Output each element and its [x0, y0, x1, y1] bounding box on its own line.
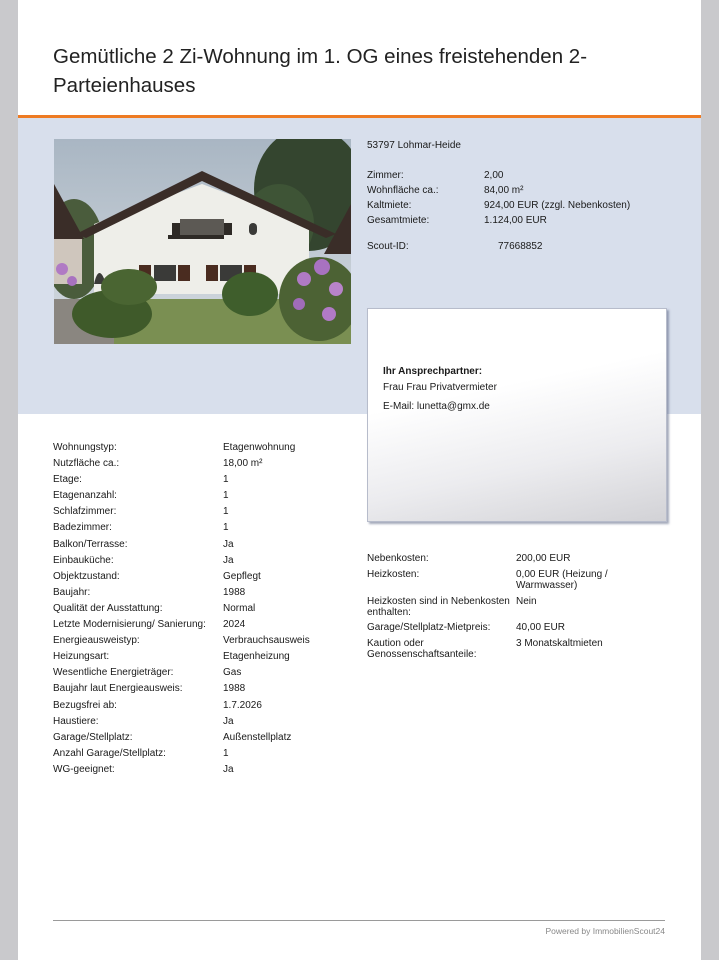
detail-row — [53, 520, 353, 536]
contact-name: Frau Frau Privatvermieter — [383, 382, 497, 393]
cost-value: 3 Monatskaltmieten — [516, 638, 603, 649]
detail-value: Außenstellplatz — [223, 731, 292, 743]
detail-value: 18,00 m² — [223, 458, 263, 470]
detail-row — [53, 762, 353, 778]
cost-label: Heizkosten sind in Nebenkosten enthalten: — [367, 596, 510, 618]
detail-value: Etagenwohnung — [223, 442, 296, 453]
detail-label: Qualität der Ausstattung: — [53, 602, 163, 614]
footer-credit: Powered by ImmobilienScout24 — [545, 926, 665, 936]
detail-value: Gepflegt — [223, 570, 261, 582]
detail-row — [53, 472, 353, 488]
detail-value: Ja — [223, 715, 234, 727]
property-photo — [54, 139, 351, 344]
detail-row — [53, 714, 353, 730]
cost-value: 200,00 EUR — [516, 553, 571, 564]
contact-box — [367, 308, 667, 522]
detail-row — [53, 730, 353, 746]
cost-value: 0,00 EUR (Heizung / Warmwasser) — [516, 569, 608, 591]
scout-id — [367, 239, 667, 254]
detail-label: Etage: — [53, 474, 82, 486]
detail-label: Energieausweistyp: — [53, 635, 140, 647]
detail-label: Letzte Modernisierung/ Sanierung: — [53, 619, 206, 631]
fact-label: Wohnfläche ca.: — [367, 185, 439, 196]
fact-value: 1.124,00 EUR — [484, 215, 547, 226]
scout-id-label: Scout-ID: — [367, 241, 409, 252]
detail-row — [53, 601, 353, 617]
cost-label: Kaution oder Genossenschaftsanteile: — [367, 638, 477, 660]
detail-value: Verbrauchsausweis — [223, 635, 310, 647]
detail-row — [53, 456, 353, 472]
detail-label: Objektzustand: — [53, 570, 120, 582]
detail-value: 1.7.2026 — [223, 699, 262, 711]
detail-row — [53, 633, 353, 649]
cost-label: Garage/Stellplatz-Mietpreis: — [367, 622, 491, 633]
detail-label: Garage/Stellplatz: — [53, 731, 133, 743]
cost-value: Nein — [516, 596, 537, 607]
detail-value: 1 — [223, 747, 229, 759]
detail-row — [53, 698, 353, 714]
detail-value: Normal — [223, 602, 256, 614]
detail-value: 1988 — [223, 586, 246, 598]
detail-label: Wohnungstyp: — [53, 442, 117, 453]
expose-page — [18, 0, 701, 960]
details-list — [53, 440, 353, 778]
scout-id-value: 77668852 — [498, 241, 543, 252]
detail-row — [53, 665, 353, 681]
cost-label: Nebenkosten: — [367, 553, 429, 564]
detail-value: Etagenheizung — [223, 651, 290, 663]
detail-row — [53, 649, 353, 665]
contact-email[interactable]: E-Mail: lunetta@gmx.de — [383, 401, 490, 412]
fact-label: Zimmer: — [367, 170, 404, 181]
detail-label: Balkon/Terrasse: — [53, 538, 128, 550]
cost-label: Heizkosten: — [367, 569, 420, 580]
fact-label: Gesamtmiete: — [367, 215, 430, 226]
detail-row — [53, 537, 353, 553]
cost-row — [367, 569, 677, 596]
detail-label: Einbauküche: — [53, 554, 114, 566]
detail-label: Anzahl Garage/Stellplatz: — [53, 747, 166, 759]
cost-value: 40,00 EUR — [516, 622, 565, 633]
detail-label: Schlafzimmer: — [53, 506, 117, 518]
detail-value: Ja — [223, 763, 234, 775]
detail-value: 1 — [223, 506, 229, 518]
detail-value: Ja — [223, 538, 234, 550]
detail-row — [53, 746, 353, 762]
cost-row — [367, 553, 677, 569]
detail-label: Haustiere: — [53, 715, 99, 727]
cost-row — [367, 596, 677, 622]
contact-heading: Ihr Ansprechpartner: — [383, 366, 483, 377]
detail-value: 1 — [223, 474, 229, 486]
fact-value: 924,00 EUR (zzgl. Nebenkosten) — [484, 200, 631, 211]
detail-row — [53, 585, 353, 601]
detail-value: 1 — [223, 522, 229, 534]
costs-list — [367, 553, 677, 664]
detail-label: Baujahr laut Energieausweis: — [53, 683, 183, 695]
detail-value: 1988 — [223, 683, 246, 695]
detail-row — [53, 488, 353, 504]
detail-row — [53, 504, 353, 520]
page-title: Gemütliche 2 Zi-Wohnung im 1. OG eines freistehenden 2-Parteienhauses — [53, 45, 588, 97]
detail-value: 1 — [223, 490, 229, 502]
detail-row — [53, 617, 353, 633]
footer-divider — [53, 920, 665, 921]
detail-row — [53, 681, 353, 697]
cost-row — [367, 638, 677, 664]
detail-row — [53, 440, 353, 456]
detail-value: Gas — [223, 667, 242, 679]
fact-value: 2,00 — [484, 170, 504, 181]
detail-label: Baujahr: — [53, 586, 91, 598]
detail-label: Heizungsart: — [53, 651, 110, 663]
detail-value: 2024 — [223, 619, 246, 631]
property-address: 53797 Lohmar-Heide — [367, 140, 461, 151]
detail-row — [53, 553, 353, 569]
detail-label: Bezugsfrei ab: — [53, 699, 117, 711]
cost-row — [367, 622, 677, 638]
detail-label: Nutzfläche ca.: — [53, 458, 120, 470]
detail-label: Wesentliche Energieträger: — [53, 667, 174, 679]
detail-row — [53, 569, 353, 585]
detail-value: Ja — [223, 554, 234, 566]
detail-label: WG-geeignet: — [53, 763, 115, 775]
fact-value: 84,00 m² — [484, 185, 524, 196]
fact-label: Kaltmiete: — [367, 200, 412, 211]
detail-label: Etagenanzahl: — [53, 490, 117, 502]
detail-label: Badezimmer: — [53, 522, 112, 534]
